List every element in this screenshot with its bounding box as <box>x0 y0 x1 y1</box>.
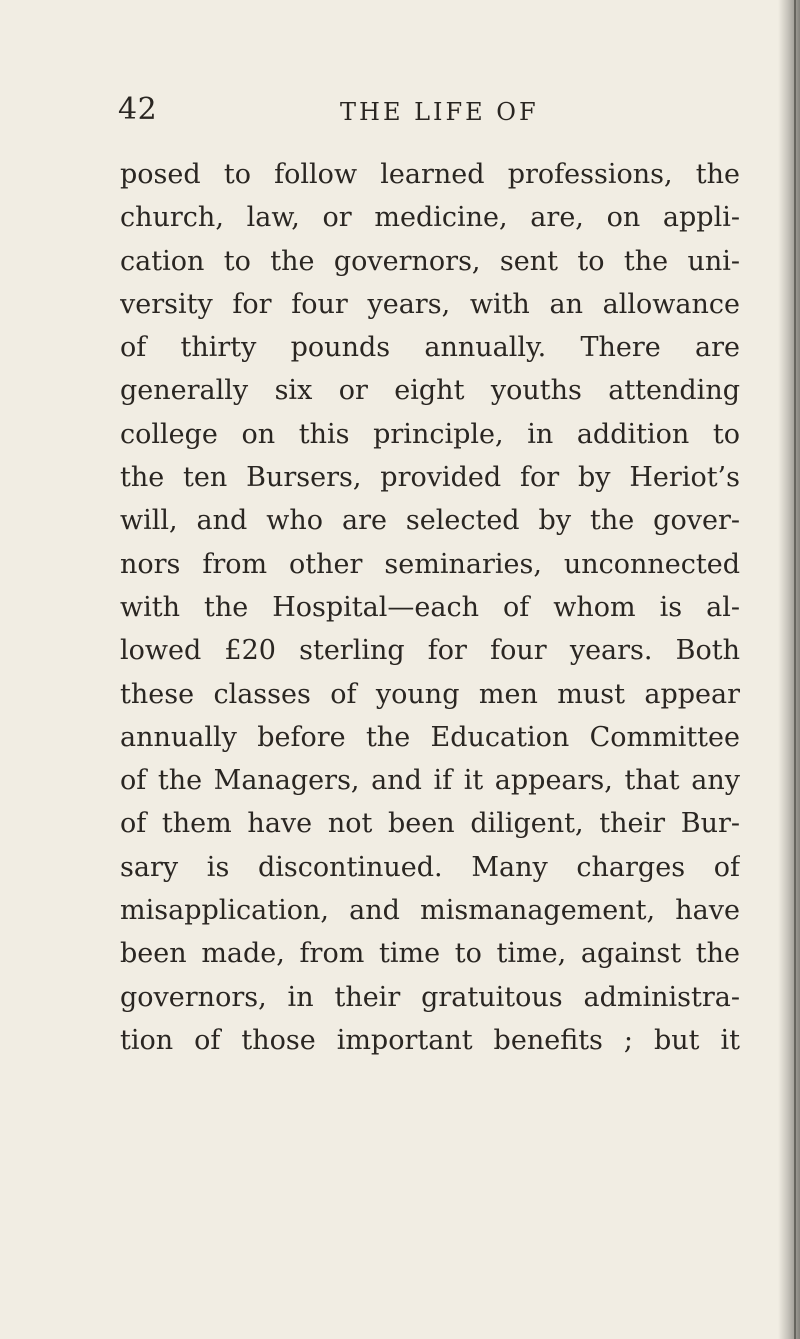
page-number: 42 <box>118 92 158 127</box>
text-line: church, law, or medicine, are, on appli- <box>120 202 740 234</box>
running-header <box>0 92 800 132</box>
text-line: governors, in their gratuitous administra- <box>120 981 740 1013</box>
text-line: of thirty pounds annually. There are <box>120 332 740 364</box>
text-line: of the Managers, and if it appears, that any <box>120 765 740 797</box>
text-line: lowed £20 sterling for four years. Both <box>120 635 740 667</box>
text-line: been made, from time to time, against the <box>120 938 740 970</box>
text-line: versity for four years, with an allowance <box>120 288 740 320</box>
text-line: cation to the governors, sent to the uni- <box>120 245 740 277</box>
text-line: sary is discontinued. Many charges of <box>120 851 740 883</box>
text-line: the ten Bursers, provided for by Heriot’s <box>120 462 740 494</box>
page-spine-shadow <box>778 0 800 1339</box>
text-line: posed to follow learned professions, the <box>120 159 740 190</box>
body-text <box>120 153 740 1062</box>
text-line: misapplication, and mismanagement, have <box>120 895 740 927</box>
page-spine-edge <box>794 0 796 1339</box>
text-line: will, and who are selected by the gover- <box>120 505 740 537</box>
text-line: nors from other seminaries, unconnected <box>120 548 740 580</box>
text-line: annually before the Education Committee <box>120 721 740 753</box>
text-line: generally six or eight youths attending <box>120 375 740 407</box>
running-title: THE LIFE OF <box>340 98 539 126</box>
text-line: tion of those important benefits ; but it <box>120 1024 740 1056</box>
text-line: of them have not been diligent, their Bur- <box>120 808 740 840</box>
text-line: with the Hospital—each of whom is al- <box>120 591 740 623</box>
text-line: college on this principle, in addition to <box>120 418 740 450</box>
text-line: these classes of young men must appear <box>120 678 740 710</box>
